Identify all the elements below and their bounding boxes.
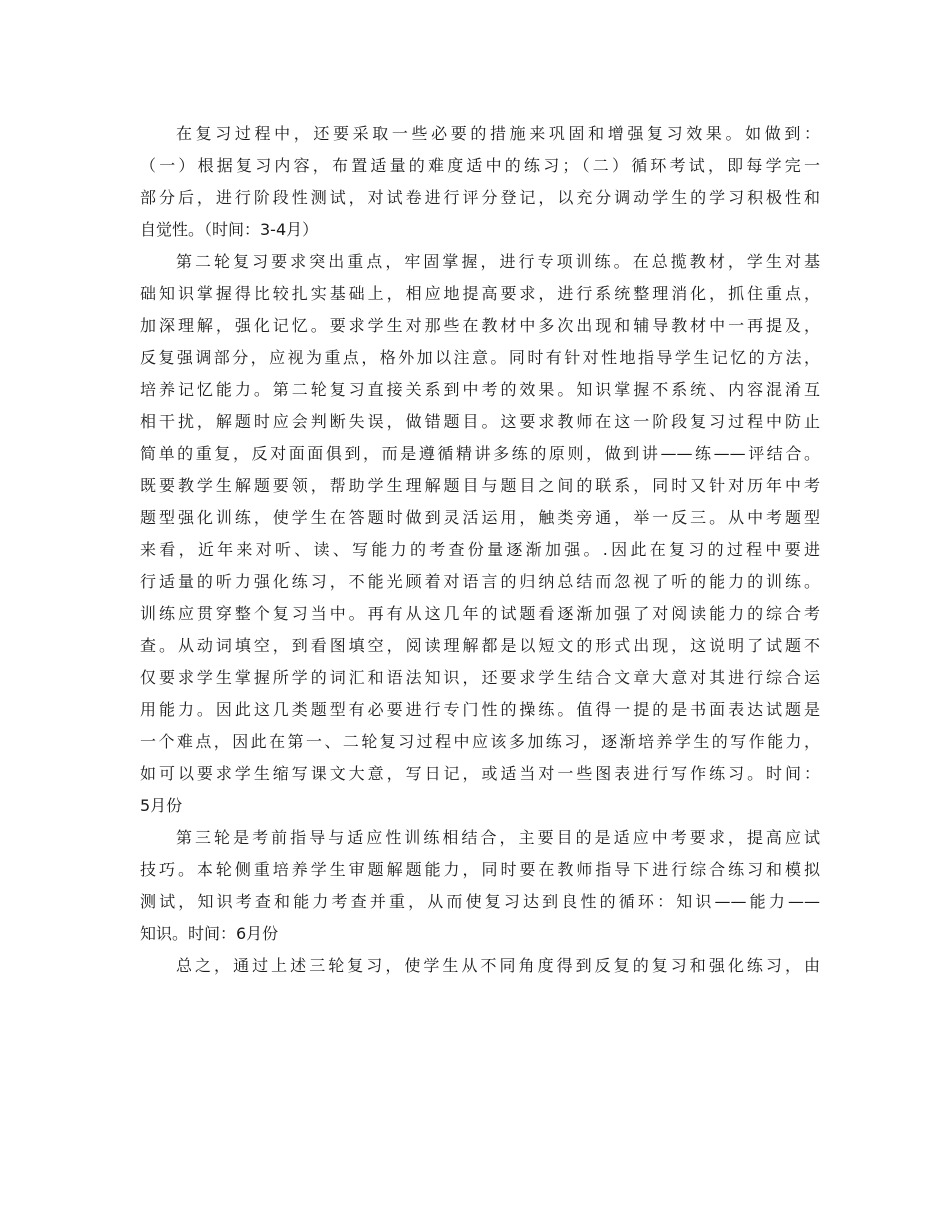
text-line: 如可以要求学生缩写课文大意，写日记，或适当对一些图表进行写作练习。时间： (140, 764, 820, 783)
text-line: 知识。时间：6月份 (140, 924, 279, 943)
text-line: （一）根据复习内容，布置适量的难度适中的练习；（二）循环考试，即每学完一 (140, 156, 820, 175)
text-line: 行适量的听力强化练习，不能光顾着对语言的归纳总结而忽视了听的能力的训练。 (140, 572, 820, 591)
text-line: 来看，近年来对听、读、写能力的考查份量逐渐加强。.因此在复习的过程中要进 (140, 540, 820, 559)
text-line: 测试，知识考查和能力考查并重，从而使复习达到良性的循环：知识——能力—— (140, 892, 820, 911)
text-line: 第二轮复习要求突出重点，牢固掌握，进行专项训练。在总揽教材，学生对基 (176, 252, 820, 271)
text-line: 一个难点，因此在第一、二轮复习过程中应该多加练习，逐渐培养学生的写作能力， (140, 732, 820, 751)
paragraph-3 (140, 822, 820, 950)
text-line: 技巧。本轮侧重培养学生审题解题能力，同时要在教师指导下进行综合练习和模拟 (140, 860, 820, 879)
text-line: 总之，通过上述三轮复习，使学生从不同角度得到反复的复习和强化练习，由 (176, 956, 820, 975)
text-line: 简单的重复，反对面面俱到，而是遵循精讲多练的原则，做到讲——练——评结合。 (140, 444, 820, 463)
text-line: 用能力。因此这几类题型有必要进行专门性的操练。值得一提的是书面表达试题是 (140, 700, 820, 719)
paragraph-1 (140, 118, 820, 246)
text-line: 培养记忆能力。第二轮复习直接关系到中考的效果。知识掌握不系统、内容混淆互 (140, 380, 820, 399)
paragraph-2 (140, 246, 820, 822)
text-line: 既要教学生解题要领，帮助学生理解题目与题目之间的联系，同时又针对历年中考 (140, 476, 820, 495)
text-line: 第三轮是考前指导与适应性训练相结合，主要目的是适应中考要求，提高应试 (176, 828, 820, 847)
text-line: 5月份 (140, 796, 183, 815)
text-line: 训练应贯穿整个复习当中。再有从这几年的试题看逐渐加强了对阅读能力的综合考 (140, 604, 820, 623)
paragraph-4 (140, 950, 820, 982)
text-line: 础知识掌握得比较扎实基础上，相应地提高要求，进行系统整理消化，抓住重点， (140, 284, 820, 303)
text-line: 加深理解，强化记忆。要求学生对那些在教材中多次出现和辅导教材中一再提及， (140, 316, 820, 335)
text-line: 在复习过程中，还要采取一些必要的措施来巩固和增强复习效果。如做到： (176, 124, 820, 143)
text-line: 题型强化训练，使学生在答题时做到灵活运用，触类旁通，举一反三。从中考题型 (140, 508, 820, 527)
document-body (140, 118, 820, 982)
text-line: 反复强调部分，应视为重点，格外加以注意。同时有针对性地指导学生记忆的方法， (140, 348, 820, 367)
text-line: 相干扰，解题时应会判断失误，做错题目。这要求教师在这一阶段复习过程中防止 (140, 412, 820, 431)
text-line: 自觉性。（时间：3-4月） (140, 220, 319, 239)
text-line: 仅要求学生掌握所学的词汇和语法知识，还要求学生结合文章大意对其进行综合运 (140, 668, 820, 687)
text-line: 部分后，进行阶段性测试，对试卷进行评分登记，以充分调动学生的学习积极性和 (140, 188, 820, 207)
text-line: 查。从动词填空，到看图填空，阅读理解都是以短文的形式出现，这说明了试题不 (140, 636, 820, 655)
